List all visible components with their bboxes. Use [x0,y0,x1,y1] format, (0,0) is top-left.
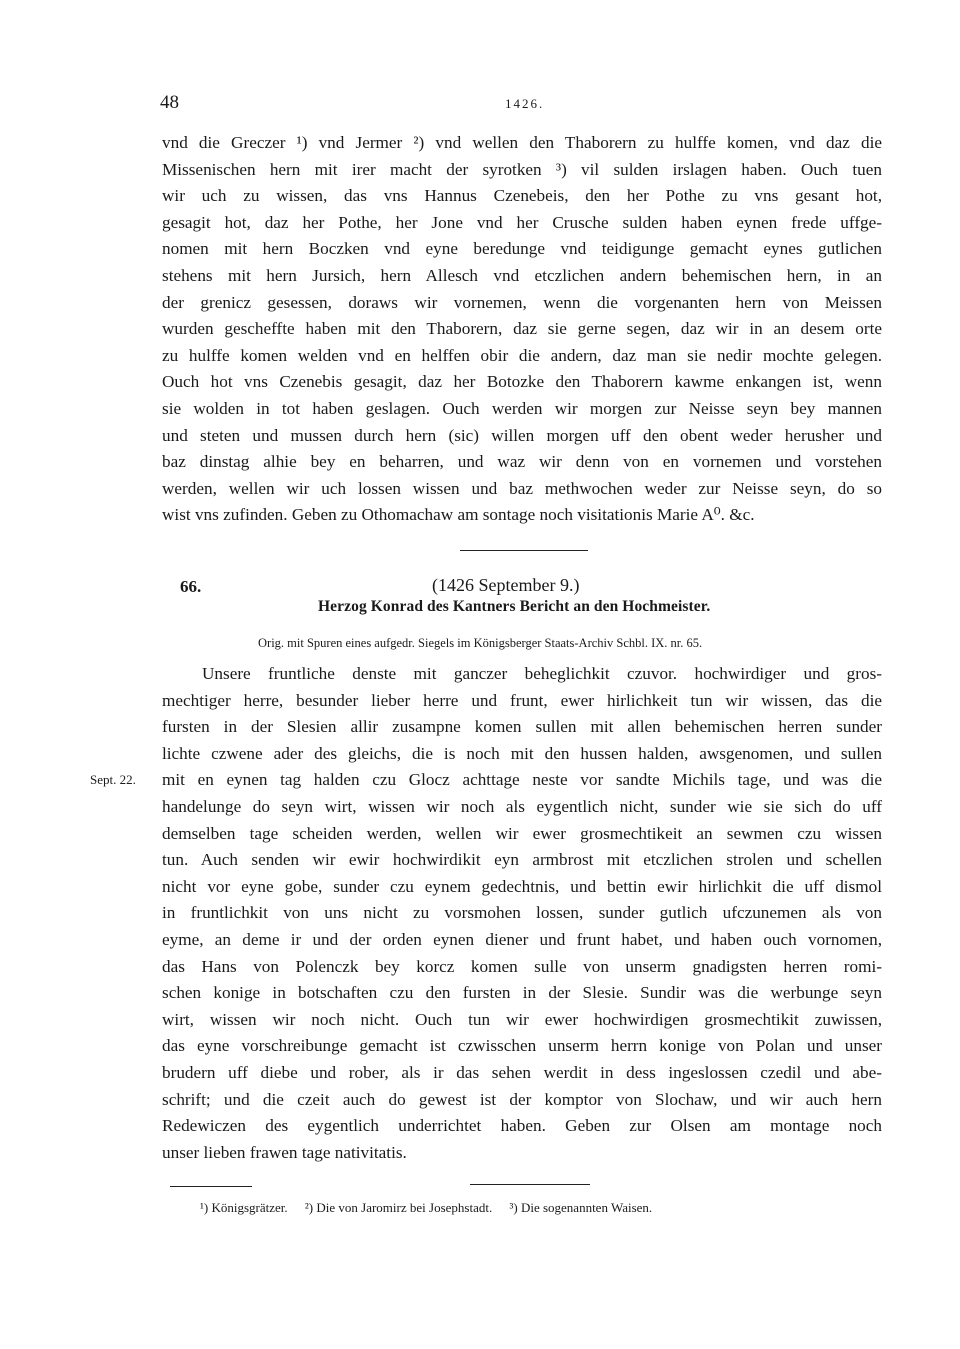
text-line: wirt, wissen wir noch nicht. Ouch tun wir ewer hochwirdigen grosmechtikit zuwissen, [162,1009,882,1029]
text-line: nomen mit hern Boczken vnd eyne beredunge vnd teidigunge gemacht eynes gutlichen [162,239,882,259]
text-line: der grenicz gesessen, doraws wir vornemen, wenn die vorgenanten hern von Meissen [162,292,882,312]
text-line: brudern uff diebe und rober, als ir das sehen werdit in dess ingeslossen czedil und abe- [162,1062,882,1082]
text-line: mit en eynen tag halden czu Glocz achttage neste vor sandte Michils tage, und was die [162,770,882,790]
margin-date-note: Sept. 22. [90,772,136,787]
text-line: schrift; und die czeit auch do gewest ist der komptor von Slochaw, und wir auch hern [162,1089,882,1109]
text-line: in fruntlichkit von uns nicht zu vorsmohen lossen, sunder gutlich ufczunemen als von [162,903,882,923]
footnote-1: ¹) Königsgrätzer. [200,1200,288,1215]
text-line: wist vns zufinden. Geben zu Othomachaw am sontage noch visitationis Marie A⁰. &c. [162,505,755,525]
document-date: (1426 September 9.) [432,575,580,595]
previous-document-text [162,130,882,529]
running-header-year: 1426. [505,96,545,111]
text-line: das eyne vorschreibunge gemacht ist czwisschen unserm herrn konige von Polan und unser [162,1036,882,1056]
footnote-divider [170,1186,252,1187]
page-number: 48 [160,92,179,113]
document-66-text [162,661,882,1166]
text-line: Redewiczen des eygentlich underrichtet haben. Geben zur Olsen am montage noch [162,1116,882,1136]
text-line: und steten und mussen durch hern (sic) willen morgen uff den obent weder herusher und [162,425,882,445]
text-line: Missenischen hern mit irer macht der syrotken ³) vil sulden irslagen haben. Ouch tuen [162,159,882,179]
text-line: mechtiger herre, besunder lieber herre und frunt, ewer hirlichkeit tun wir wissen, das die [162,690,882,710]
footnote-2: ²) Die von Jaromirz bei Josephstadt. [304,1200,493,1215]
text-line: zu hulffe komen welden vnd en helffen obir die andern, daz man sie nedir mochte gelegen. [162,345,882,365]
text-line: stehens mit hern Jursich, hern Allesch vnd etczlichen andern behemischen hern, in an [162,265,882,285]
text-line: sie wolden in tot haben geslagen. Ouch werden wir morgen zur Neisse seyn bey mannen [162,398,882,418]
footnote-3: ³) Die sogenannten Waisen. [509,1200,653,1215]
text-line: das Hans von Polenczk bey korcz komen sulle von unserm gnadigsten herren romi- [162,956,882,976]
text-line: gesagit hot, daz her Pothe, her Jone vnd her Crusche sulden haben eynen frede uffge- [162,212,882,232]
text-line: handelunge do seyn wirt, wissen wir noch als eygentlich nicht, sunder wie sie sich do uff [162,796,882,816]
document-source-note: Orig. mit Spuren eines aufgedr. Siegels im Königsberger Staats-Archiv Schbl. IX. nr. 65. [258,636,703,650]
text-line: wir uch zu wissen, das vns Hannus Czenebeis, den her Pothe zu vns gesant hot, [162,186,882,206]
section-end-divider [470,1184,590,1185]
text-line: nicht vor eyne gobe, sunder czu eynem gedechtnis, und bettin ewir hirlichkit die uff dismol [162,876,882,896]
text-line: Ouch hot vns Czenebis gesagit, daz her Botozke den Thaborern kawme enkangen ist, wenn [162,372,882,392]
document-title: Herzog Konrad des Kantners Bericht an den Hochmeister. [318,598,711,615]
text-line: wurden gescheffte haben mit den Thaborern, daz sie gerne segen, daz wir in an desem orte [162,319,882,339]
text-line: baz dinstag alhie bey en beharren, und waz wir denn von en vornemen und vorstehen [162,452,882,472]
text-line: vnd die Greczer ¹) vnd Jermer ²) vnd wellen den Thaborern zu hulffe komen, vnd daz die [162,133,882,152]
text-line: werden, wellen wir uch lossen wissen und baz methwochen weder zur Neisse seyn, do so [162,478,882,498]
text-line: schen konige in botschaften czu den fursten in der Slesie. Sundir was die werbunge seyn [162,983,882,1003]
section-divider [460,550,588,551]
text-line: demselben tage scheiden werden, wellen wir ewer grosmechtikeit an sewmen czu wissen [162,823,882,843]
text-line: fursten in der Slesien allir zusampne komen sullen mit allen behemischen herren sunder [162,717,882,737]
text-line: Unsere fruntliche denste mit ganczer beheglichkit czuvor. hochwirdiger und gros- [202,664,882,683]
text-line: tun. Auch senden wir ewir hochwirdikit eyn armbrost mit etczlichen strolen und schellen [162,850,882,870]
text-line: lichte czwene ader des gleichs, die is noch mit den hussen halden, awsgenomen, und sullen [162,743,882,763]
text-line: eyme, an deme ir und der orden eynen diener und frunt habet, und haben ouch vornomen, [162,929,882,949]
footnotes [200,1200,666,1216]
text-line: unser lieben frawen tage nativitatis. [162,1142,407,1162]
document-number: 66. [180,577,202,596]
